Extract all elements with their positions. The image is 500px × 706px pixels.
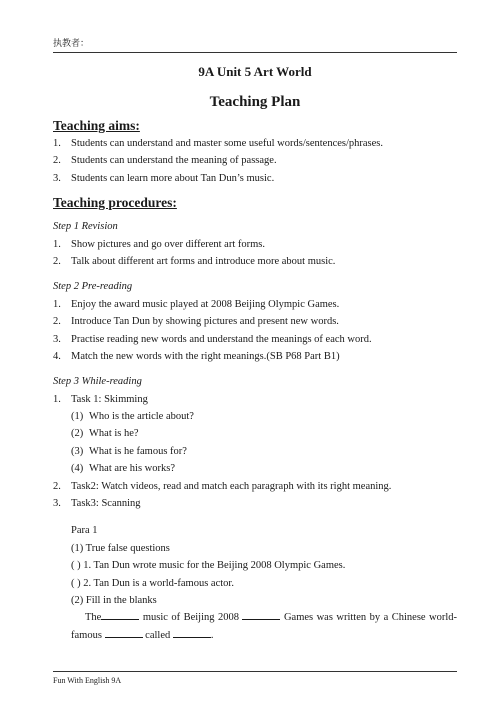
step-2-item: 1. Enjoy the award music played at 2008 Beijing Olympic Games. [53,298,340,310]
answer-blank[interactable] [242,609,280,620]
step-2-label: Step 2 Pre-reading [53,281,133,293]
step-2-item: 4. Match the new words with the right meanings.(SB P68 Part B1) [53,350,340,362]
page-header [53,36,457,49]
header-label: 执教者： [53,38,90,48]
aim-item: 3. Students can learn more about Tan Dun’s music. [53,172,275,184]
footer-divider [53,671,457,672]
task-1-label: 1. Task 1: Skimming [53,393,148,405]
fill-blanks-heading: (2) Fill in the blanks [71,594,157,606]
document-title: 9A Unit 5 Art World [198,64,312,79]
para-1-label: Para 1 [71,525,98,537]
skimming-question: (4) What are his works? [71,463,176,475]
step-2-item: 3. Practise reading new words and understand the meanings of each word. [53,333,372,345]
document-body [53,60,457,644]
teaching-procedures-heading: Teaching procedures: [53,195,177,211]
step-1-item: 1. Show pictures and go over different art forms. [53,238,266,250]
true-false-item: ( ) 2. Tan Dun is a world-famous actor. [71,577,234,589]
answer-blank[interactable] [105,627,143,638]
page-footer [53,676,121,685]
aim-item: 2. Students can understand the meaning of passage. [53,155,277,167]
step-2-item: 2. Introduce Tan Dun by showing pictures and present new words. [53,316,339,328]
true-false-item: ( ) 1. Tan Dun wrote music for the Beijing 2008 Olympic Games. [71,560,346,572]
task-2-label: 2. Task2: Watch videos, read and match each paragraph with its right meaning. [53,480,392,492]
answer-blank[interactable] [101,609,139,620]
header-divider [53,52,457,53]
answer-blank[interactable] [173,627,211,638]
teaching-aims-heading: Teaching aims: [53,118,140,133]
skimming-question: (1) Who is the article about? [71,411,194,423]
step-1-label: Step 1 Revision [53,221,118,233]
footer-label: Fun With English 9A [53,676,122,685]
true-false-heading: (1) True false questions [71,542,170,554]
step-1-item: 2. Talk about different art forms and introduce more about music. [53,255,336,267]
task-3-label: 3. Task3: Scanning [53,498,141,510]
fill-blanks-paragraph: The music of Beijing 2008 Games was written by a Chinese world-famous called . [53,609,457,644]
document-subtitle: Teaching Plan [209,94,301,110]
skimming-question: (2) What is he? [71,428,139,440]
aim-item: 1. Students can understand and master some useful words/sentences/phrases. [53,138,384,149]
step-3-label: Step 3 While-reading [53,376,142,388]
skimming-question: (3) What is he famous for? [71,445,187,457]
